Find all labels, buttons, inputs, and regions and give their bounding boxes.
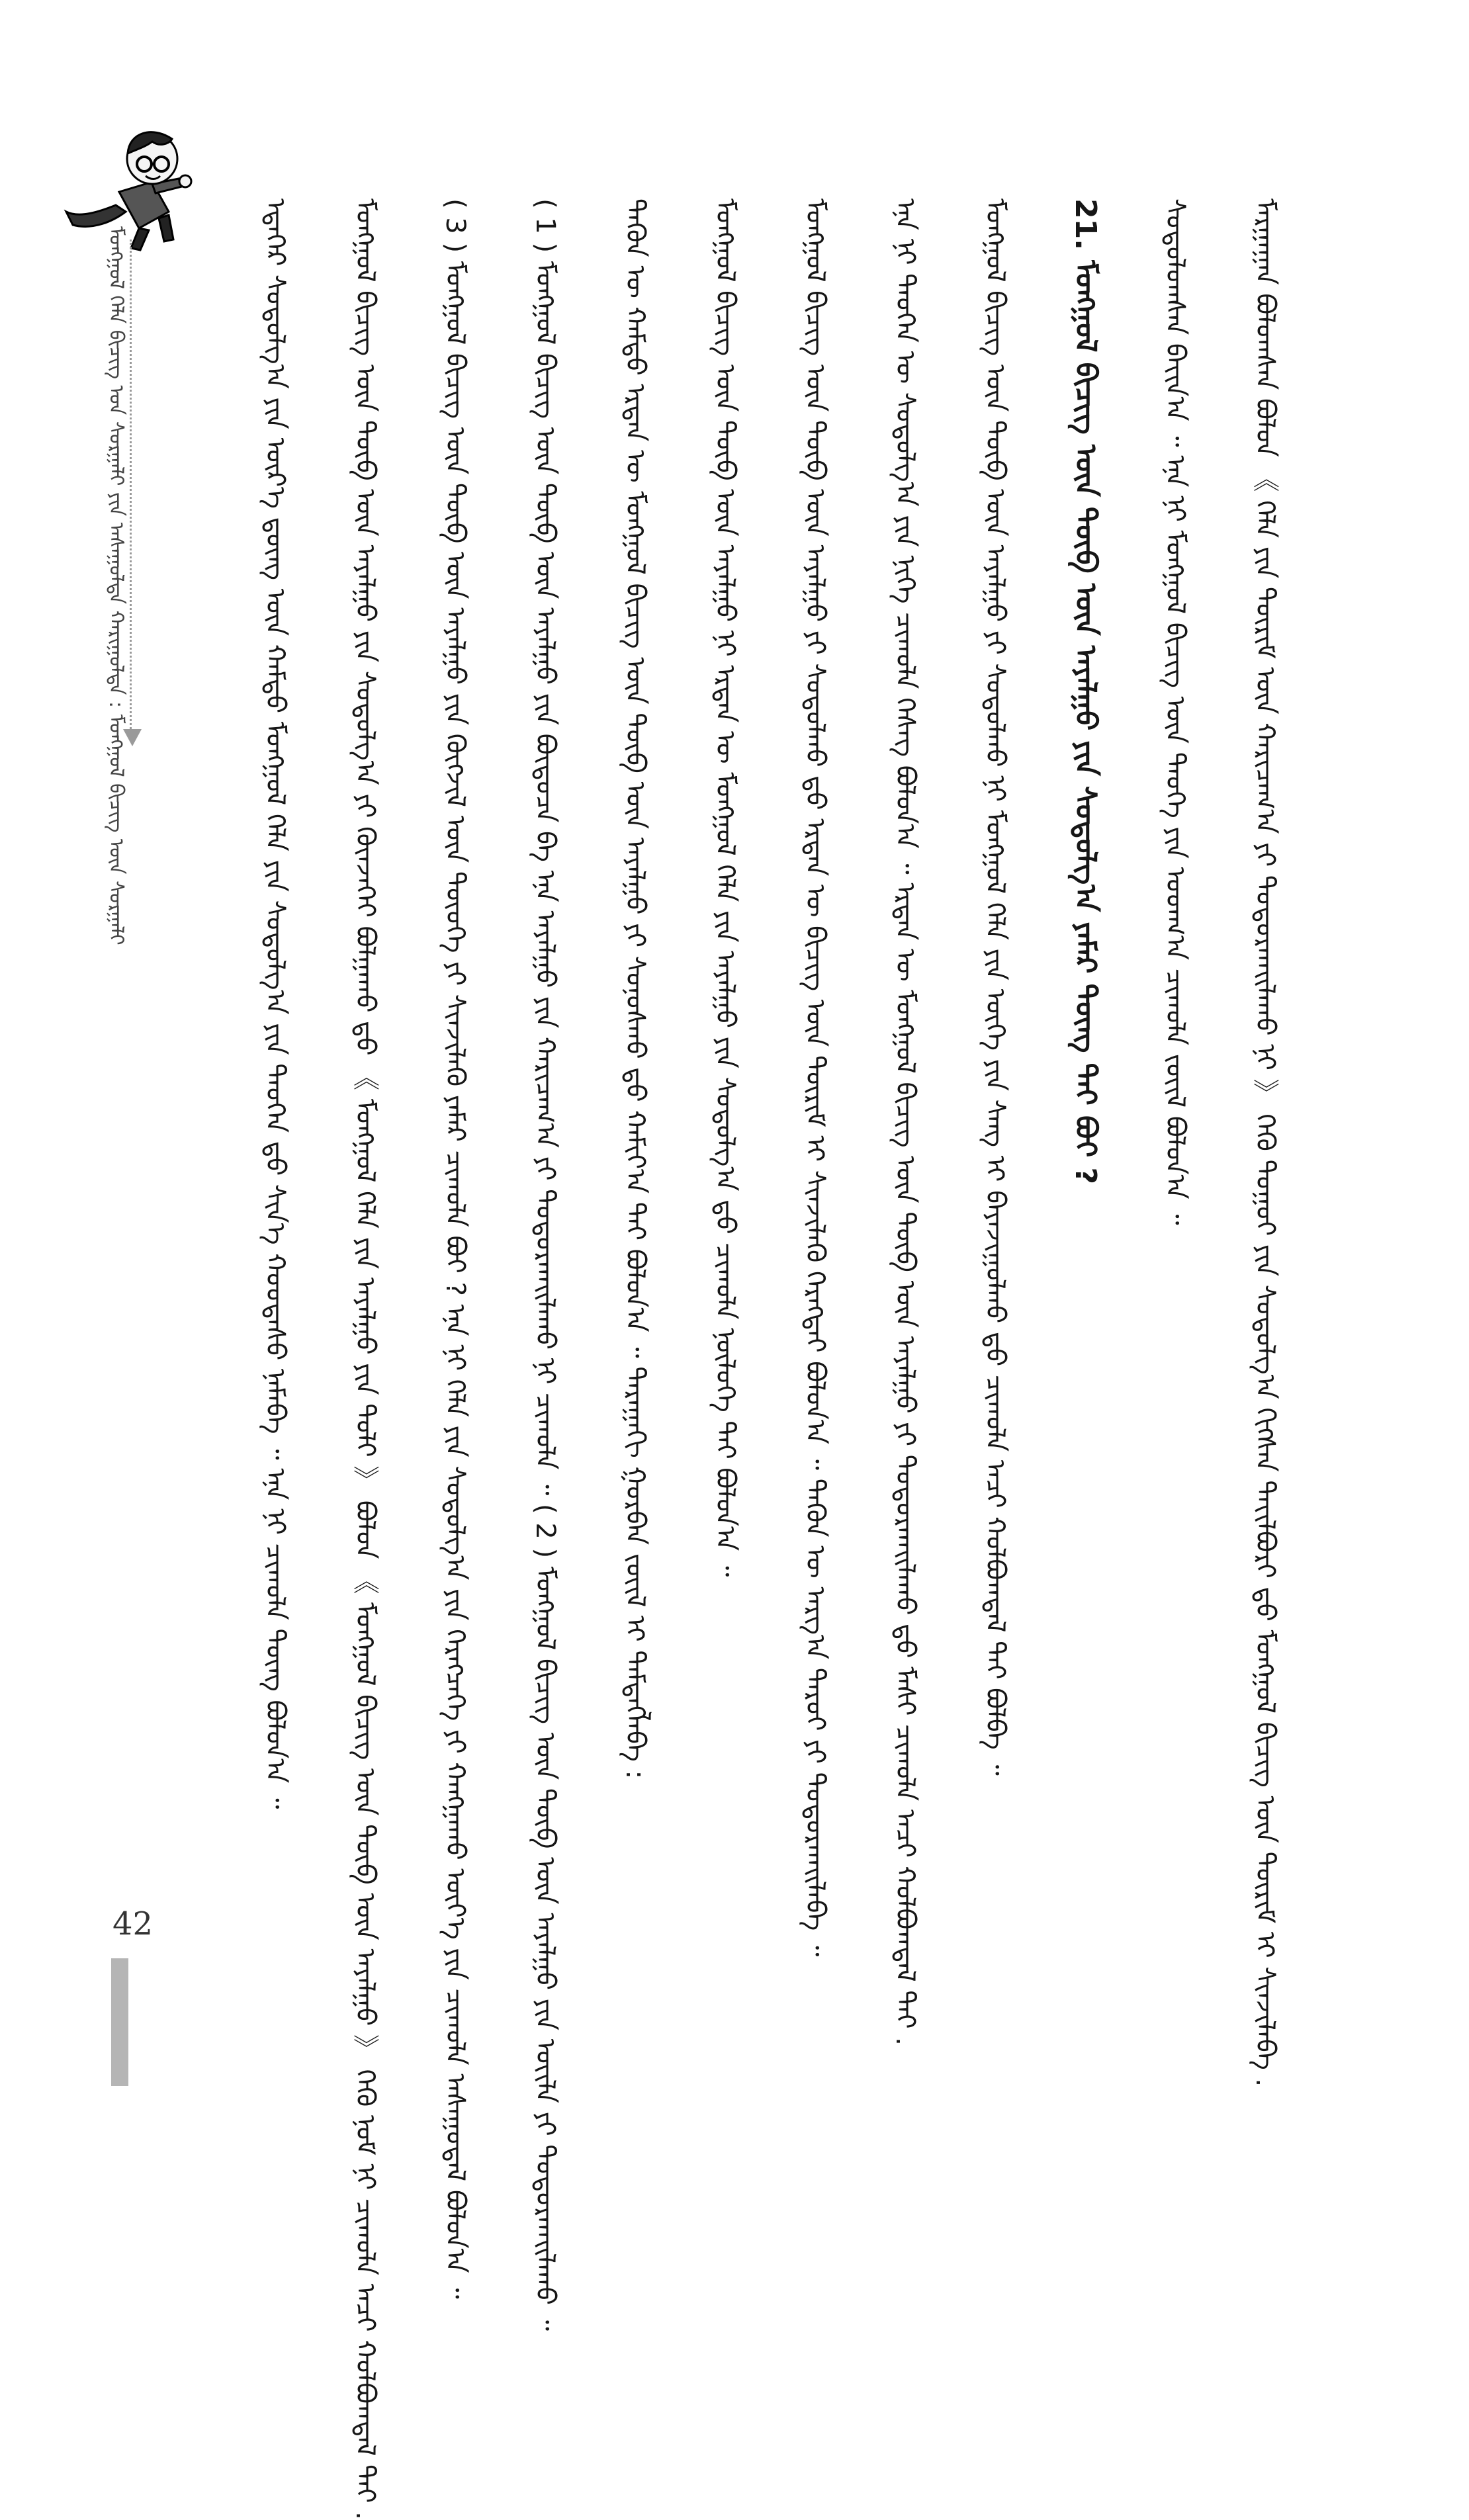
body-line: ( 3 ) ᠮᠣᠩᠭᠣᠯ ᠪᠢᠴᠢᠭ ᠦᠨ ᠲᠦᠪ ᠦᠨ ᠠᠶᠠᠯᠭᠤ ᠶᠢᠨ ᠬᠥᠭᠵᠢᠯ ᠦᠨ ᠲᠦᠦᠬᠡ ᠶᠢ ᠰᠢᠨᠵᠢᠯᠡᠬᠦ ᠶᠠᠮᠠᠷ ᠴᠢᠬᠤᠯᠠ ᠪᠤᠢ ? ᠡᠨᠡ ᠨᠢ ᠬᠡᠯᠡ ᠶᠢᠨ ᠰᠤᠳᠤᠯᠭ᠎ᠠ ᠶᠢᠨ ᠬᠡᠷᠡᠭᠴᠡᠭᠡ ᠶᠢ ᠬᠠᠩᠭᠠᠬᠤ ᠦᠶ᠎ᠡ ᠶᠢᠨ ᠴᠢᠬᠤᠯᠠ ᠠᠰᠠᠭᠤᠳᠠᠯ ᠪᠣᠯᠤᠨ᠎ᠠ ᠃ [440,198,470,2299]
body-line: ᠡᠳᠡᠭᠡᠷ ᠰᠤᠳᠤᠯᠭ᠎ᠠ ᠶᠢᠨ ᠦᠷ᠎ᠡ ᠳ᠋ᠦᠩ ᠦᠨ ᠬᠠᠮᠲᠤ ᠮᠣᠩᠭᠣᠯ ᠬᠡᠯᠡ ᠶᠢᠨ ᠰᠤᠳᠤᠯᠭ᠎ᠠ ᠶᠢᠨ ᠲᠡᠦᠬᠡᠨ ᠳ᠋ᠤ ᠰᠢᠨ᠎ᠡ ᠬᠤᠤᠳᠠᠰᠤ ᠨᠡᠮᠡᠪᠡ ᠃ ᠡᠨᠡ ᠨᠢ ᠴᠢᠬᠤᠯᠠ ᠳᠦᠩ ᠪᠣᠯᠤᠨ᠎ᠠ ᠃ [260,198,290,1809]
page-edge-tab [111,1958,128,2086]
body-line: ᠮᠣᠩᠭᠣᠯ ᠪᠢᠴᠢᠭ ᠦᠨ ᠲᠦᠪ ᠦᠨ ᠠᠶᠠᠯᠭᠤ ᠨᠢ ᠡᠷᠲᠡᠨ ᠦ ᠮᠣᠩᠭᠣᠯ ᠬᠡᠯᠡ ᠶᠢᠨ ᠠᠶᠠᠯᠭᠤ ᠶᠢᠨ ᠰᠤᠳᠤᠯᠭ᠎ᠠ ᠳ᠋ᠤ ᠴᠢᠬᠤᠯᠠ ᠨᠥᠯᠦᠭᠡ ᠲᠠᠢ ᠪᠣᠯᠤᠨ᠎ᠠ ᠃ [710,198,740,1577]
triangle-down-icon [123,729,142,746]
body-line: ᠰᠤᠳᠤᠯᠤᠭᠰᠠᠨ ᠪᠠᠶ᠋ᠢᠨ᠎ᠠ ᠃ ᠡᠨᠡ ᠨᠢ ᠮᠣᠩᠭᠣᠯ ᠪᠢᠴᠢᠭ ᠦᠨ ᠲᠡᠦᠬᠡ ᠶᠢᠨ ᠤᠳᠬ᠎ᠠ ᠴᠢᠬᠤᠯᠠ ᠵᠦᠢᠯ ᠪᠣᠯᠤᠨ᠎ᠠ ᠃ [1160,198,1190,1225]
body-line: ᠮᠣᠩᠭᠣᠯ ᠪᠢᠴᠢᠭ ᠦᠨ ᠲᠦᠪ ᠦᠨ ᠠᠶᠠᠯᠭᠤ ᠶᠢ ᠰᠤᠳᠤᠯᠬᠤ ᠨᠢ ᠮᠣᠩᠭᠣᠯ ᠬᠡᠯᠡ ᠶᠢᠨ ᠦᠭᠡ ᠶᠢᠨ ᠰᠠᠩ ᠢ ᠪᠠᠶᠠᠵᠢᠭᠤᠯᠬᠤ ᠳ᠋ᠤ ᠴᠢᠬᠤᠯᠠ ᠠᠴᠢ ᠬᠣᠯᠪᠣᠭᠳᠠᠯ ᠲᠠᠢ ᠪᠣᠯᠪᠠ ᠃ [980,198,1010,1776]
body-text [146,198,1284,2520]
page-number: 42 [112,1905,154,1942]
running-header: ᠮᠣᠩᠭᠣᠯ ᠬᠡᠯᠡ ᠪᠢᠴᠢᠭ ᠤᠨ ᠰᠤᠷᠭᠠᠯᠢ ᠶᠢᠨ ᠠᠰᠠᠭᠤᠯᠲᠠ ᠬᠠᠷᠢᠭᠤᠯᠲᠠ : ᠮᠣᠩᠭᠣᠯ ᠪᠢᠴᠢᠭ ᠦᠨ ᠰᠤᠷᠭᠠᠯᠢ [105,226,128,945]
running-header-rule [130,239,132,729]
section-heading: 21. ᠮᠣᠩᠭᠣᠯ ᠪᠢᠴᠢᠭ ᠦᠨ ᠲᠦᠪ ᠦᠨ ᠠᠶᠠᠯᠭᠤ ᠶᠢᠨ ᠰᠤᠳᠤᠯᠭ᠎ᠠ ᠶᠠᠮᠠᠷ ᠳᠦᠩ ᠲᠠᠢ ᠪᠤᠢ ? [1069,198,1102,1185]
body-line: ᠮᠠᠷᠭᠠᠭᠠᠨ ᠪᠣᠯᠤᠭᠰᠠᠨ ᠪᠤᠯᠤᠨ 《 ᠬᠡᠯᠡ ᠶᠢᠨ ᠳᠦᠷᠢᠮ ᠦᠨ ᠬᠠᠷᠢᠴᠠᠭ᠎ᠠ ᠶᠢ ᠲᠣᠳᠤᠷᠬᠠᠢᠯᠠᠬᠤ ᠨᠢ 》 ᠭᠡᠬᠦ ᠳᠣᠭᠣᠢ ᠶᠢᠨ ᠰᠤᠳᠤᠯᠭ᠎ᠠ ᠬᠢᠭᠰᠡᠨ ᠲᠠᠶ᠋ᠢᠯᠪᠤᠷᠢ ᠳ᠋ᠤ ᠮᠣᠩᠭᠣᠯ ᠪᠢᠴᠢᠭ ᠦᠨ ᠳᠦᠷᠢᠮ ᠢ ᠰᠢᠨᠵᠢᠯᠡᠪᠡ . [1250,198,1280,2087]
body-line: ᠮᠣᠩᠭᠣᠯ ᠪᠢᠴᠢᠭ ᠦᠨ ᠲᠦᠪ ᠦᠨ ᠠᠶᠠᠯᠭᠤ ᠶᠢ ᠰᠤᠳᠤᠯᠬᠤ ᠳ᠋ᠤ ᠡᠷᠲᠡᠨ ᠦ ᠪᠢᠴᠢᠭ ᠦᠨ ᠳᠦᠷᠢᠮ ᠢ ᠰᠢᠨᠵᠢᠯᠡᠬᠦ ᠬᠡᠷᠡᠭᠲᠡᠢ ᠪᠣᠯᠤᠨ᠎ᠠ ᠃ ᠲᠡᠭᠦᠨ ᠦ ᠠᠷᠭ᠎ᠠ ᠳᠠᠷᠤᠢ ᠶᠢ ᠲᠣᠳᠤᠷᠬᠠᠢᠯᠠᠪᠠ ᠃ [800,198,830,1957]
body-line: ( 1 ) ᠮᠣᠩᠭᠣᠯ ᠪᠢᠴᠢᠭ ᠦᠨ ᠲᠦᠪ ᠦᠨ ᠠᠶᠠᠯᠭᠤ ᠶᠢᠨ ᠪᠦᠲᠦᠴᠡ ᠪᠠ ᠡᠨᠡ ᠠᠶᠠᠯᠭᠤ ᠶᠢᠨ ᠬᠠᠷᠢᠴᠠᠭ᠎ᠠ ᠶᠢ ᠲᠣᠳᠤᠷᠬᠠᠢᠯᠠᠬᠤ ᠨᠢ ᠴᠢᠬᠤᠯᠠ ᠃ ( 2 ) ᠮᠣᠩᠭᠣᠯ ᠪᠢᠴᠢᠭ ᠦᠨ ᠲᠦᠪ ᠦᠨ ᠠᠶᠠᠯᠭᠤ ᠶᠢᠨ ᠦᠢᠯᠡ ᠶᠢ ᠲᠣᠳᠤᠷᠬᠠᠢᠯᠠᠬᠤ ᠃ [530,198,560,2331]
body-line: ᠡᠨᠡ ᠨᠢ ᠲᠡᠦᠬᠡᠨ ᠦ ᠰᠤᠳᠤᠯᠭ᠎ᠠ ᠶᠢᠨ ᠨᠢᠭᠡ ᠴᠢᠬᠤᠯᠠ ᠬᠡᠰᠡᠭ ᠪᠣᠯᠤᠨ᠎ᠠ ᠃ ᠡᠷᠲᠡᠨ ᠦ ᠮᠣᠩᠭᠣᠯ ᠪᠢᠴᠢᠭ ᠦᠨ ᠲᠦᠪ ᠦᠨ ᠠᠶᠠᠯᠭᠤ ᠶᠢ ᠲᠣᠳᠤᠷᠬᠠᠢᠯᠠᠬᠤ ᠳ᠋ᠤ ᠮᠠᠰᠢ ᠴᠢᠬᠤᠯᠠ ᠠᠴᠢ ᠬᠣᠯᠪᠣᠭᠳᠠᠯ ᠲᠠᠢ . [890,198,920,2046]
body-line: ᠮᠣᠩᠭᠣᠯ ᠪᠢᠴᠢᠭ ᠦᠨ ᠲᠦᠪ ᠦᠨ ᠠᠶᠠᠯᠭᠤ ᠶᠢᠨ ᠰᠤᠳᠤᠯᠭ᠎ᠠ ᠶᠢ ᠭᠦᠨᠵᠡᠭᠡᠢ ᠪᠣᠯᠭᠠᠬᠤ ᠳ᠋ᠤ 《 ᠮᠣᠩᠭᠣᠯ ᠬᠡᠯᠡ ᠶᠢᠨ ᠠᠶᠠᠯᠭᠤ ᠶᠢᠨ ᠲᠣᠯᠢ 》 ᠪᠣᠯᠤᠨ 《 ᠮᠣᠩᠭᠣᠯ ᠪᠢᠴᠢᠭ ᠦᠨ ᠲᠦᠪ ᠦᠨ ᠠᠶᠠᠯᠭᠤ 》 ᠭᠡᠬᠦ ᠨᠣᠮ ᠨᠢ ᠴᠢᠬᠤᠯᠠ ᠠᠴᠢ ᠬᠣᠯᠪᠣᠭᠳᠠᠯ ᠲᠠᠢ . [350,198,380,2520]
body-line: ᠲᠡᠭᠦᠨ ᠦ ᠬᠠᠮᠲᠤ ᠡᠷᠲᠡᠨ ᠦ ᠮᠣᠩᠭᠣᠯ ᠪᠢᠴᠢᠭ ᠦᠨ ᠲᠦᠪ ᠦᠨ ᠠᠶᠠᠯᠭᠤ ᠶᠢ ᠰᠣᠨᠣᠰᠬᠤ ᠳ᠋ᠤ ᠬᠠᠮᠢᠶ᠎ᠠ ᠲᠠᠢ ᠪᠣᠯᠤᠨ᠎ᠠ ᠃ ᠳᠠᠷᠠᠭᠠᠬᠢ ᠭᠤᠷᠪᠠᠨ ᠵᠦᠢᠯ ᠢ ᠲᠡᠮᠳᠡᠭᠯᠡᠪᠡ : [620,198,650,1779]
